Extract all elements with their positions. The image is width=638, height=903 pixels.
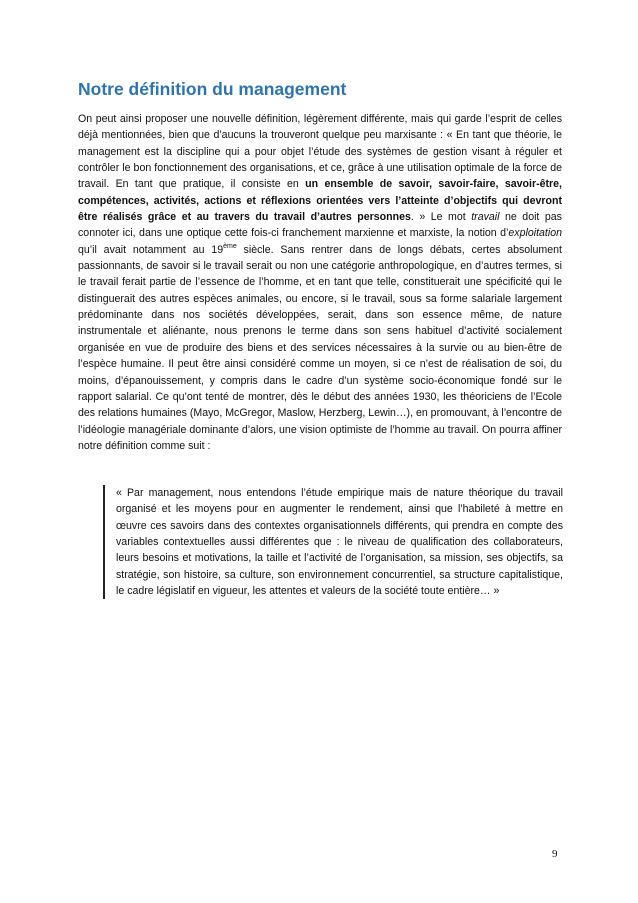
text-segment: On peut ainsi proposer une nouvelle définition, légèrement différente, mais qui garde l’esprit de celles déjà mentionnées, bien que d’aucuns la trouveront quelque peu marxisante : « En tant que théorie, le management est la discipline qui a pour objet l’étude des systèmes de gestion visant à réguler et contrôler le bon fonctionnement des organisations, et ce, grâce à une utilisation optimale de la force de travail. En tant que pratique, il consiste en bbox=[78, 113, 562, 191]
text-segment: qu’il avait notamment au 19 bbox=[78, 243, 224, 256]
bold-definition: un ensemble de savoir, savoir-faire, savoir-être, compétences, activités, actions et réflexions orientées vers l’atteinte d’objectifs qui devront être réalisés grâce et au travers du travail d’autres personnes bbox=[78, 178, 562, 224]
body-paragraph bbox=[78, 111, 562, 454]
superscript-eme: ème bbox=[223, 242, 237, 250]
section-heading: Notre définition du management bbox=[78, 79, 347, 99]
text-segment: ne doit pas connoter ici, dans une optique cette fois-ci franchement marxienne et marxiste, la notion d’ bbox=[78, 211, 562, 240]
quote-text: « Par management, nous entendons l’étude empirique mais de nature théorique du travail organisé et les moyens pour en augmenter le rendement, ainsi que l’habileté à mettre en œuvre ces savoirs dans des contextes organisationnels différents, qui prendra en compte des variables contextuelles aussi différentes que : le niveau de qualification des collaborateurs, leurs besoins et motivations, la taille et l’activité de l’organisation, sa mission, ses objectifs, sa stratégie, son histoire, sa culture, son environnement concurrentiel, sa structure capitalistique, le cadre législatif en vigueur, les attentes et valeurs de la société toute entière… » bbox=[116, 487, 563, 598]
text-segment: siècle. Sans rentrer dans de longs débats, certes absolument passionnants, de savoir si le travail serait ou non une catégorie anthropologique, en d’autres termes, si le travail ferait partie de l’essence de l’homme, et en tant que telle, constituerait une spécificité qui le distinguerait des autres espèces animales, ou encore, si le travail, sous sa forme salariale largement prédominante dans nos sociétés développées, serait, dans son essence même, de nature instrumentale et aliénante, nous prenons le terme dans son sens habituel d’activité socialement organisée en vue de produire des biens et des services nécessaires à la survie ou au bien-être de l’espèce humaine. Il peut être ainsi considéré comme un moyen, si ce n’est de réalisation de soi, du moins, d’épanouissement, y compris dans le cadre d’un système socio-économique fondé sur le rapport salarial. Ce qu’ont tenté de montrer, dès le début des années 1930, les théoriciens de l’Ecole des relations humaines (Mayo, McGregor, Maslow, Herzberg, Lewin…), en promouvant, à l’encontre de l’idéologie managériale dominante d’alors, une vision optimiste de l’homme au travail. On pourra affiner notre définition comme suit : bbox=[78, 243, 563, 452]
text-segment: . » Le mot bbox=[410, 211, 472, 224]
italic-term-exploitation: exploitation bbox=[508, 227, 562, 240]
paragraph-text bbox=[78, 111, 562, 454]
page-number: 9 bbox=[552, 848, 558, 860]
italic-term-travail: travail bbox=[471, 211, 500, 224]
definition-blockquote bbox=[103, 485, 563, 599]
